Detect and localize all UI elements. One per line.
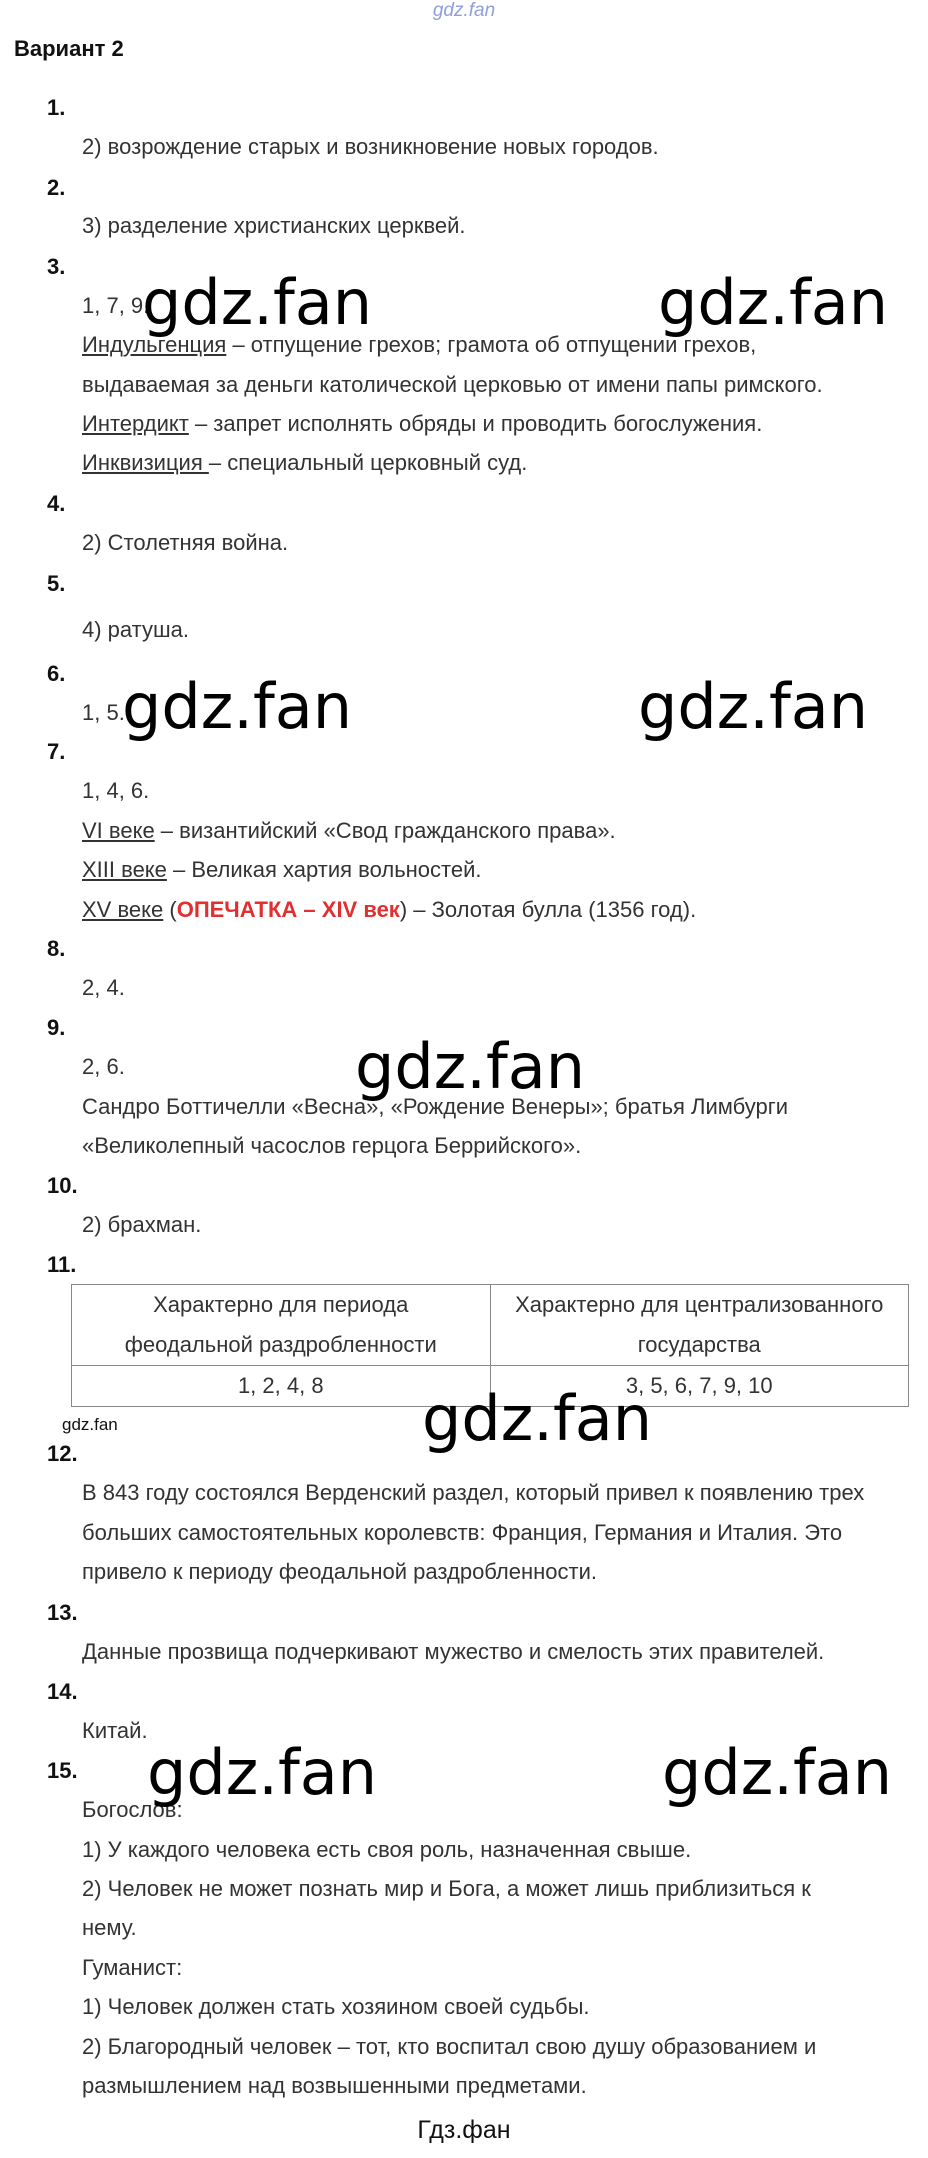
- small-watermark: gdz.fan: [62, 1415, 118, 1434]
- item-number: 9.: [47, 1015, 66, 1040]
- answer-line: Сандро Боттичелли «Весна», «Рождение Венеры»; братья Лимбурги: [82, 1094, 789, 1119]
- answer-line: 1) Человек должен стать хозяином своей судьбы.: [82, 1994, 590, 2019]
- definition: – запрет исполнять обряды и проводить богослужения.: [188, 411, 763, 436]
- item-number: 10.: [47, 1173, 78, 1198]
- answer-line: 1, 5.: [82, 700, 125, 725]
- watermark: gdz.fan: [662, 1736, 893, 1809]
- table-cell: 3, 5, 6, 7, 9, 10: [490, 1366, 909, 1407]
- table-header: Характерно для периода феодальной раздробленности: [72, 1285, 491, 1366]
- item-number: 7.: [47, 739, 66, 764]
- watermark: gdz.fan: [658, 266, 889, 339]
- item-number: 13.: [47, 1600, 78, 1625]
- answer-line: Гуманист:: [82, 1955, 183, 1980]
- item-number: 3.: [47, 254, 66, 279]
- answer-line: 2) возрождение старых и возникновение новых городов.: [82, 134, 659, 159]
- answer-line: привело к периоду феодальной раздробленности.: [82, 1559, 598, 1584]
- typo-note: ОПЕЧАТКА – XIV век: [176, 897, 400, 922]
- bottom-watermark: Гдз.фан: [417, 2116, 511, 2144]
- answer-line: «Великолепный часослов герцога Беррийского».: [82, 1133, 582, 1158]
- answer-line: 2, 6.: [82, 1054, 125, 1079]
- term: VI веке: [82, 818, 155, 843]
- answer-line: 1) У каждого человека есть своя роль, назначенная свыше.: [82, 1837, 692, 1862]
- definition: – специальный церковный суд.: [208, 450, 528, 475]
- definition: – Великая хартия вольностей.: [166, 857, 482, 882]
- definition-line: [82, 857, 482, 883]
- term: XIII веке: [82, 857, 167, 882]
- term: Индульгенция: [82, 332, 227, 357]
- watermark: gdz.fan: [122, 670, 353, 743]
- answer-line: 2) Человек не может познать мир и Бога, а может лишь приблизиться к: [82, 1876, 811, 1901]
- definition: – отпущение грехов; грамота об отпущении грехов,: [226, 332, 757, 357]
- item-number: 15.: [47, 1758, 78, 1783]
- term: Инквизиция: [82, 450, 209, 475]
- watermark: gdz.fan: [355, 1030, 586, 1103]
- item-number: 2.: [47, 175, 66, 200]
- table-cell: 1, 2, 4, 8: [72, 1366, 491, 1407]
- answer-line: Китай.: [82, 1718, 148, 1743]
- answer-line: 2) Благородный человек – тот, кто воспитал свою душу образованием и: [82, 2034, 817, 2059]
- definition: – византийский «Свод гражданского права».: [154, 818, 616, 843]
- item-number: 11.: [47, 1252, 77, 1277]
- top-watermark: gdz.fan: [432, 0, 496, 21]
- answer-line: В 843 году состоялся Верденский раздел, который привел к появлению трех: [82, 1480, 865, 1505]
- watermark: gdz.fan: [638, 670, 869, 743]
- definition-line: [82, 897, 696, 923]
- answer-line: 2, 4.: [82, 975, 125, 1000]
- definition-line: [82, 818, 616, 844]
- item-number: 8.: [47, 936, 66, 961]
- answer-line: 1, 4, 6.: [82, 778, 150, 803]
- answer-line: 4) ратуша.: [82, 617, 189, 642]
- definition-line: [82, 411, 762, 437]
- item-number: 5.: [47, 571, 66, 596]
- term: XV веке: [82, 897, 164, 922]
- item-number: 1.: [47, 95, 66, 120]
- watermark: gdz.fan: [142, 266, 373, 339]
- answer-line: больших самостоятельных королевств: Франция, Германия и Италия. Это: [82, 1520, 843, 1545]
- answer-line: 2) брахман.: [82, 1212, 202, 1237]
- item-number: 4.: [47, 491, 66, 516]
- watermark: gdz.fan: [147, 1736, 378, 1809]
- page-title: Вариант 2: [14, 36, 124, 61]
- term: Интердикт: [82, 411, 189, 436]
- definition-line: [82, 450, 527, 476]
- definition: (: [163, 897, 177, 922]
- answer-line: размышлением над возвышенными предметами.: [82, 2073, 587, 2098]
- watermark: gdz.fan: [422, 1382, 653, 1455]
- definition: выдаваемая за деньги католической церковью от имени папы римского.: [82, 372, 823, 397]
- answer-line: Богослов:: [82, 1797, 183, 1822]
- item-number: 6.: [47, 661, 66, 686]
- definition: ) – Золотая булла (1356 год).: [399, 897, 697, 922]
- answer-line: 2) Столетняя война.: [82, 530, 289, 555]
- definition-line: [82, 372, 823, 398]
- table-header: Характерно для централизованного государства: [490, 1285, 909, 1366]
- answer-line: 3) разделение христианских церквей.: [82, 213, 466, 238]
- answer-line: Данные прозвища подчеркивают мужество и смелость этих правителей.: [82, 1639, 825, 1664]
- item-number: 12.: [47, 1441, 78, 1466]
- answer-line: 1, 7, 9.: [82, 293, 150, 318]
- answer-line: нему.: [82, 1915, 137, 1940]
- item-number: 14.: [47, 1679, 78, 1704]
